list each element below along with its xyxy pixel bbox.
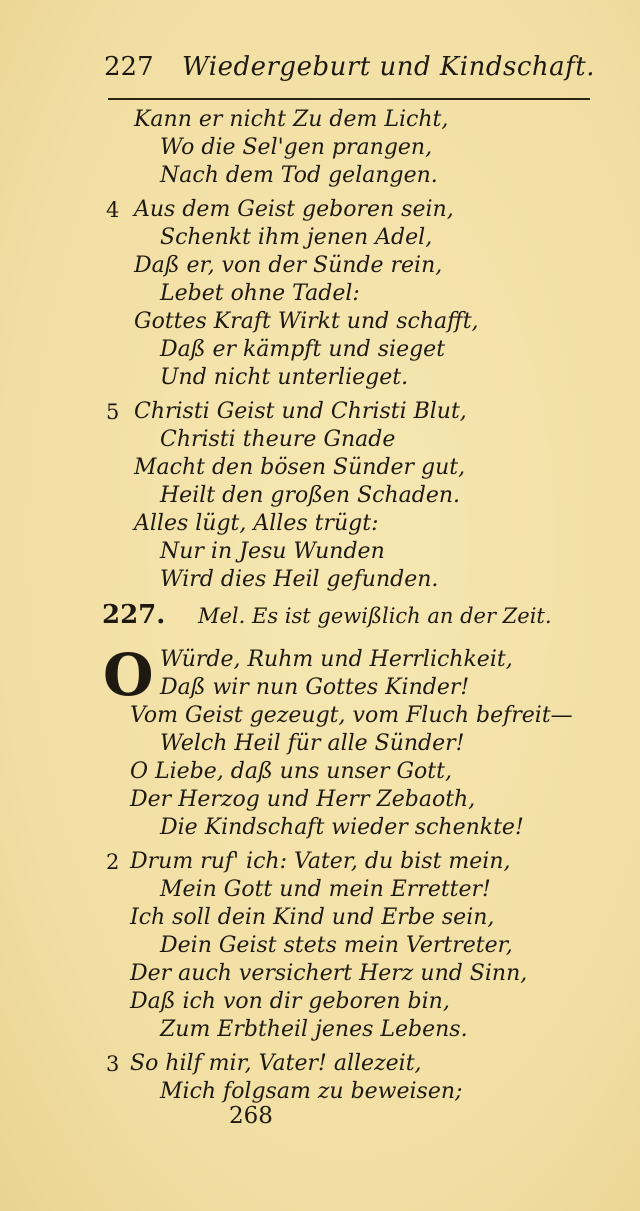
verse-line: Aus dem Geist geboren sein, xyxy=(134,197,454,222)
verse-line: Und nicht unterlieget. xyxy=(160,365,409,390)
verse-line: Schenkt ihm jenen Adel, xyxy=(160,225,433,250)
verse-number: 5 xyxy=(106,400,120,424)
verse-line: Christi theure Gnade xyxy=(160,427,396,452)
verse-line: Nur in Jesu Wunden xyxy=(160,539,385,564)
verse-line: Dein Geist stets mein Vertreter, xyxy=(160,933,513,958)
verse-line: Wird dies Heil gefunden. xyxy=(160,567,439,592)
hymn-number: 227. xyxy=(102,600,166,630)
verse-number: 3 xyxy=(106,1052,120,1076)
header-hymn-number: 227 xyxy=(104,52,154,82)
verse-number: 2 xyxy=(106,850,120,874)
verse-line: Lebet ohne Tadel: xyxy=(160,281,360,306)
verse-line: Christi Geist und Christi Blut, xyxy=(134,399,467,424)
verse-line: Gottes Kraft Wirkt und schafft, xyxy=(134,309,479,334)
verse-line: Wo die Sel'gen prangen, xyxy=(160,135,433,160)
verse-line: Heilt den großen Schaden. xyxy=(160,483,461,508)
verse-line: Der Herzog und Herr Zebaoth, xyxy=(130,787,476,812)
verse-line: Ich soll dein Kind und Erbe sein, xyxy=(130,905,495,930)
verse-line: Die Kindschaft wieder schenkte! xyxy=(160,815,524,840)
verse-line: Nach dem Tod gelangen. xyxy=(160,163,438,188)
verse-line: Zum Erbtheil jenes Lebens. xyxy=(160,1017,468,1042)
verse-line: Macht den bösen Sünder gut, xyxy=(134,455,466,480)
verse-line: Kann er nicht Zu dem Licht, xyxy=(134,107,449,132)
verse-number: 4 xyxy=(106,198,120,222)
verse-line: Mich folgsam zu beweisen; xyxy=(160,1079,463,1104)
drop-cap: O xyxy=(103,641,154,709)
verse-line: Daß ich von dir geboren bin, xyxy=(130,989,450,1014)
header-rule xyxy=(108,98,590,100)
verse-line: Daß er kämpft und sieget xyxy=(160,337,446,362)
verse-line: Alles lügt, Alles trügt: xyxy=(134,511,379,536)
header-title: Wiedergeburt und Kindschaft. xyxy=(182,52,596,82)
verse-line: Daß wir nun Gottes Kinder! xyxy=(160,675,470,700)
verse-line: Würde, Ruhm und Herrlichkeit, xyxy=(160,647,513,672)
verse-line: Welch Heil für alle Sünder! xyxy=(160,731,465,756)
hymn-heading xyxy=(102,600,602,634)
verse-line: So hilf mir, Vater! allezeit, xyxy=(130,1051,422,1076)
verse-line: O Liebe, daß uns unser Gott, xyxy=(130,759,452,784)
page-number: 268 xyxy=(229,1103,273,1129)
verse-line: Vom Geist gezeugt, vom Fluch befreit— xyxy=(130,703,573,728)
verse-line: Drum ruf' ich: Vater, du bist mein, xyxy=(130,849,511,874)
melody-line: Mel. Es ist gewißlich an der Zeit. xyxy=(198,604,552,628)
verse-line: Mein Gott und mein Erretter! xyxy=(160,877,491,902)
running-header xyxy=(104,52,596,92)
verse-line: Daß er, von der Sünde rein, xyxy=(134,253,443,278)
verse-line: Der auch versichert Herz und Sinn, xyxy=(130,961,528,986)
